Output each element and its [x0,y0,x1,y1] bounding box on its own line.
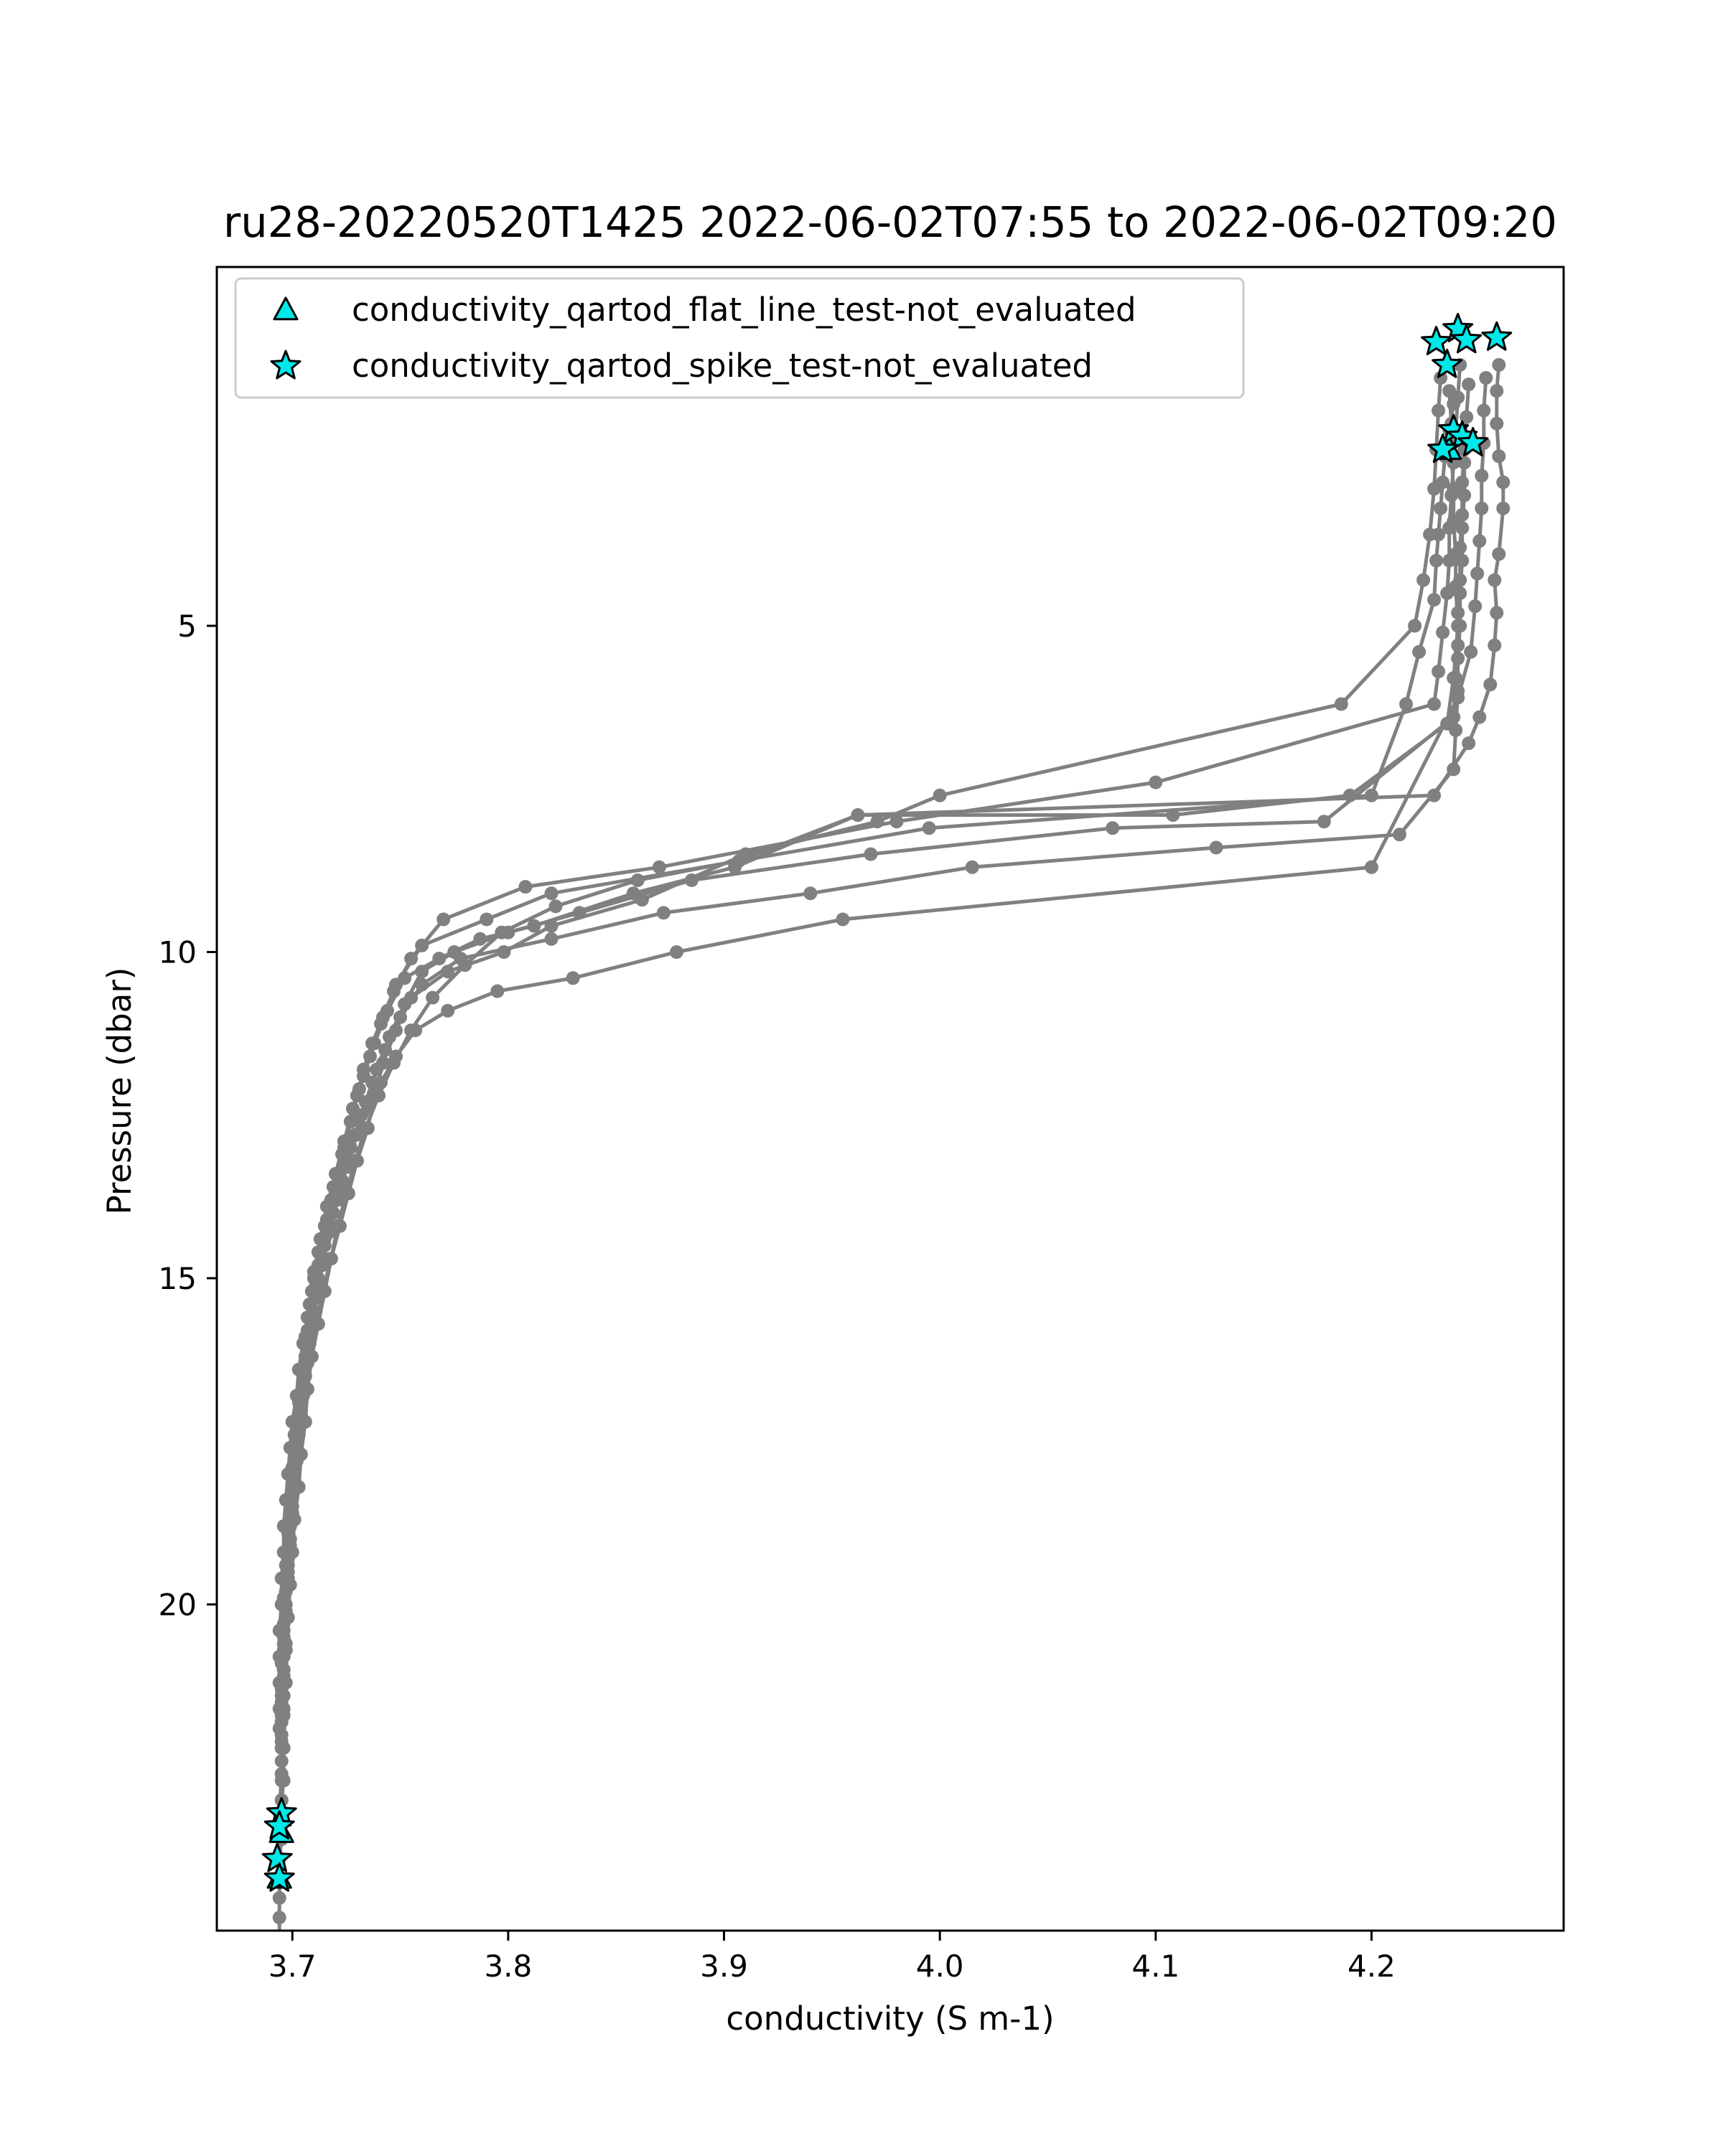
profile-point [1335,698,1348,711]
profile-series-5 [275,378,1476,1729]
profile-point [1475,502,1488,515]
qc-flag-markers [263,314,1511,1890]
profile-point [1488,573,1501,587]
profile-point [545,886,559,900]
profile-point [340,1186,353,1200]
axes-frame [217,267,1564,1931]
profile-point [404,1023,418,1037]
profile-point [1453,619,1467,633]
profile-point [933,789,947,802]
profile-point [312,1317,325,1331]
spike-flag-marker [1482,322,1511,350]
profile-point [1442,384,1456,398]
profile-point [1472,534,1486,548]
profile-point [1490,384,1503,398]
profile-point [518,880,532,894]
profile-point [275,2048,289,2061]
profile-point [415,965,429,978]
axis-ticks [159,609,1396,1984]
profile-point [284,1545,297,1559]
profile-point [1427,789,1441,802]
profile-point [1472,711,1486,724]
profile-point [372,1089,386,1102]
profile-point [495,926,508,939]
profile-point [1455,476,1469,489]
profile-point [1490,606,1503,619]
profile-point [490,985,504,998]
x-tick-label: 3.7 [268,1949,317,1984]
profile-point [292,1448,306,1461]
profile-point [275,1773,289,1787]
profile-point [281,1467,295,1481]
profile-series-8 [275,358,1510,1755]
profile-point [348,1154,362,1168]
legend [235,278,1243,398]
y-tick-label: 10 [158,934,197,970]
profile-point [1412,645,1426,659]
profile-point [1468,599,1482,613]
profile-point [1166,808,1180,822]
profile-point [305,1350,319,1364]
profile-point [1490,417,1503,431]
profile-point [275,1741,289,1755]
profile-point [1483,678,1497,691]
profile-point [966,861,979,874]
profile-line [281,365,1503,1748]
profile-point [1317,815,1331,828]
profile-point [1496,476,1510,489]
profile-point [1464,645,1477,659]
profile-point [273,1989,286,2002]
profile-point [380,1004,394,1018]
profile-point [1427,593,1441,606]
plot-area [263,314,1511,2061]
profile-point [1455,521,1469,535]
profile-point [653,861,666,874]
profile-point [1451,606,1465,619]
profile-point [480,913,493,927]
profile-point [324,1252,338,1265]
profile-point [1451,691,1465,705]
profile-point [1470,567,1484,581]
profile-point [631,873,645,887]
profile-series-3 [273,358,1467,1839]
profile-point [275,1709,289,1723]
profile-point [1479,371,1493,385]
profile-point [1429,554,1443,568]
profile-point [1416,573,1430,587]
x-tick-label: 4.2 [1348,1949,1396,1984]
profile-point [1455,554,1469,568]
profile-point [1457,489,1471,502]
profile-line [281,385,1469,1723]
profile-point [279,1611,293,1624]
profile-point [296,1336,310,1350]
profile-point [279,1494,293,1507]
profile-point [864,848,877,861]
profile-point [290,1480,304,1494]
profile-point [1453,586,1467,600]
profile-point [1451,652,1465,665]
y-tick-label: 15 [158,1260,197,1296]
profile-point [1432,665,1445,678]
profile-point [318,1285,332,1298]
axes-border [217,267,1564,1931]
legend-entry-label: conductivity_qartod_flat_line_test-not_evaluated [352,291,1136,329]
profile-point [1408,619,1421,633]
profile-series-7 [273,371,1493,1715]
profile-point [1427,698,1441,711]
profile-line [281,463,1465,1801]
profile-point [359,1121,373,1135]
profile-point [286,1513,299,1527]
profile-point [1393,828,1406,841]
profile-series-4 [273,384,1465,1735]
profile-point [273,1931,286,1944]
profile-point [657,906,671,919]
profile-point [305,1285,319,1298]
profile-point [312,1258,325,1272]
x-tick-label: 4.0 [915,1949,964,1984]
profile-line [279,378,1486,1709]
profile-point [393,1011,407,1024]
profile-point [1365,861,1378,874]
profile-point [458,958,472,972]
profile-point [398,971,411,985]
profile-point [803,886,817,900]
profile-point [1462,378,1475,391]
profile-point [441,1004,454,1018]
profile-point [277,1644,291,1657]
profile-point [1492,548,1505,561]
profile-point [324,1206,338,1220]
profile-point [275,1754,289,1768]
profile-point [1449,723,1462,737]
profile-point [670,945,683,959]
profile-point [1365,789,1378,802]
profile-point [1432,404,1445,418]
profile-point [301,1382,314,1396]
profile-line [279,391,1458,1729]
legend-entry-label: conductivity_qartod_spike_test-not_evaluated [352,347,1093,385]
profile-point [549,899,563,913]
profile-point [318,1232,332,1246]
profile-point [685,873,699,887]
profile-point [545,932,559,946]
profile-line [279,378,1440,2055]
profile-point [1492,449,1505,463]
profile-point [277,1676,291,1689]
profile-point [273,2009,286,2023]
profile-series-2 [273,397,1461,1827]
profile-point [296,1415,310,1429]
x-tick-label: 3.9 [700,1949,748,1984]
y-tick-label: 20 [158,1587,197,1623]
y-axis-label: Pressure (dbar) [101,967,139,1215]
profile-point [566,971,580,985]
profile-series-6 [275,456,1472,1807]
profile-line [279,365,1460,1832]
profile-point [1488,639,1501,652]
profile-point [1453,540,1467,554]
profile-point [387,1056,401,1070]
profile-point [573,906,587,919]
profile-point [1149,776,1162,789]
profile-point [1106,821,1119,835]
profile-point [426,991,439,1005]
profile-point [1462,736,1475,750]
chart-title: ru28-20220520T1425 2022-06-02T07:55 to 2022-06-02T09:20 [223,197,1557,247]
profile-point [331,1219,345,1233]
profile-point [1477,404,1490,418]
x-tick-label: 4.1 [1131,1949,1180,1984]
profile-point [851,808,864,822]
profile-point [404,952,418,965]
profile-point [836,913,849,927]
profile-point [732,854,746,868]
profile-series-1 [273,371,1447,2061]
profile-point [1496,502,1510,515]
profile-point [292,1363,306,1377]
profile-point [273,2028,286,2042]
profile-point [415,978,429,991]
x-axis-label: conductivity (S m-1) [726,2000,1055,2038]
profile-point [281,1578,295,1592]
profile-point [273,1891,286,1905]
profile-point [1475,469,1488,482]
x-tick-label: 3.8 [484,1949,533,1984]
y-tick-label: 5 [177,608,197,644]
profile-point [1436,626,1449,639]
profile-point [923,821,936,835]
profile-point [1492,358,1505,372]
profile-point [273,1911,286,1924]
profile-point [1434,502,1447,515]
profile-point [1210,841,1223,855]
profile-point [436,913,450,927]
profile-line [279,404,1454,1820]
